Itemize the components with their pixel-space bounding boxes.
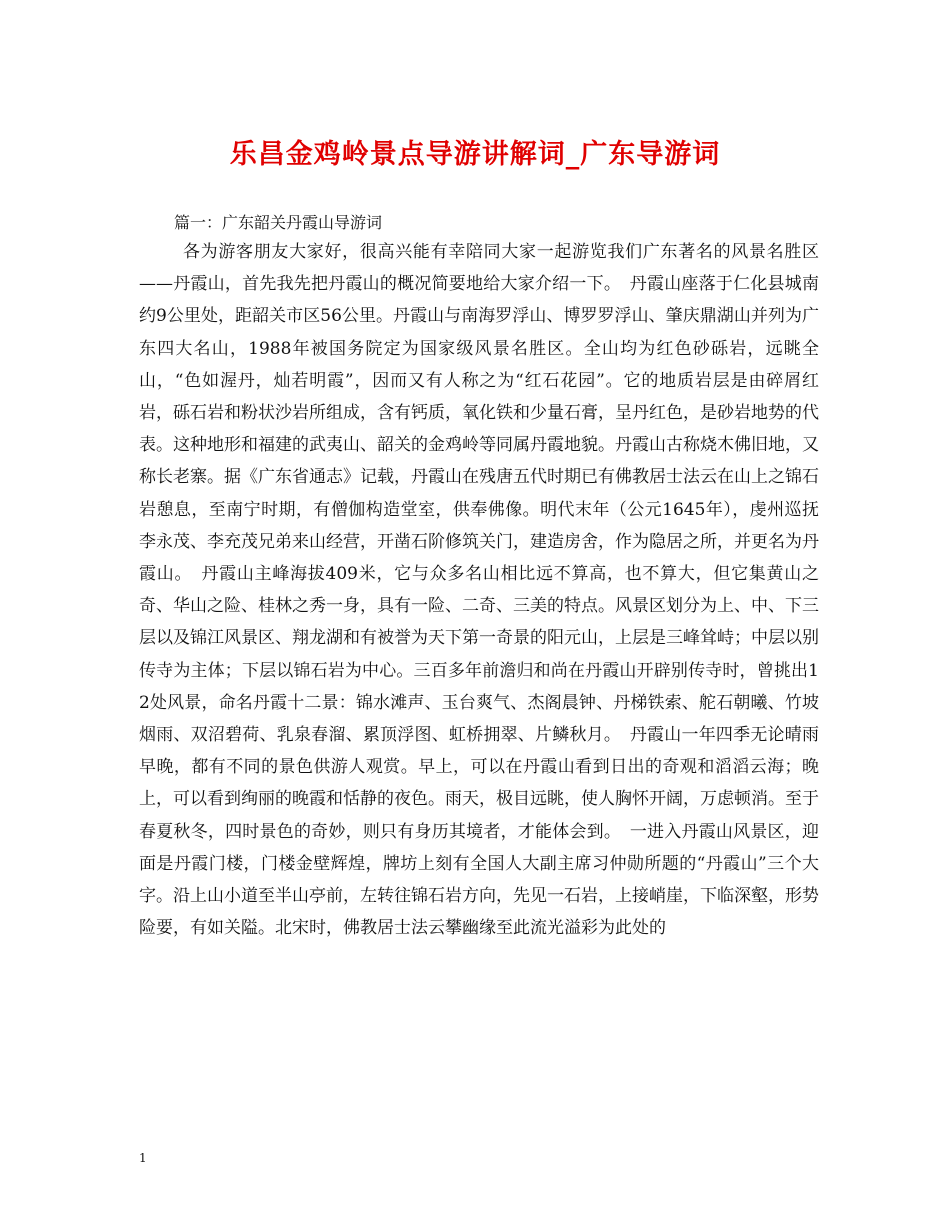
page-number: 1 (139, 1151, 147, 1165)
body-paragraph: 各为游客朋友大家好，很高兴能有幸陪同大家一起游览我们广东著名的风景名胜区——丹霞山，首先我先把丹霞山的概况简要地给大家介绍一下。 丹霞山座落于仁化县城南约9公里处，距韶关市区56公里。丹霞山与南海罗浮山、博罗罗浮山、肇庆鼎湖山并列为广东四大名山，1988年被国务院定为国家级风景名胜区。全山均为红色砂砾岩，远眺全山，“色如渥丹，灿若明霞”，因而又有人称之为“红石花园”。它的地质岩层是由碎屑红岩，砾石岩和粉状沙岩所组成，含有钙质，氧化铁和少量石膏，呈丹红色，是砂岩地势的代表。这种地形和福建的武夷山、韶关的金鸡岭等同属丹霞地貌。丹霞山古称烧木佛旧地，又称长老寨。据《广东省通志》记载，丹霞山在残唐五代时期已有佛教居士法云在山上之锦石岩憩息，至南宁时期，有僧伽构造堂室，供奉佛像。明代末年（公元1645年），虔州巡抚李永茂、李充茂兄弟来山经营，开凿石阶修筑关门，建造房舍，作为隐居之所，并更名为丹霞山。 丹霞山主峰海拔409米，它与众多名山相比远不算高，也不算大，但它集黄山之奇、华山之险、桂林之秀一身，具有一险、二奇、三美的特点。风景区划分为上、中、下三层以及锦江风景区、翔龙湖和有被誉为天下第一奇景的阳元山，上层是三峰耸峙；中层以别传寺为主体；下层以锦石岩为中心。三百多年前澹归和尚在丹霞山开辟别传寺时，曾挑出12处风景，命名丹霞十二景：锦水滩声、玉台爽气、杰阁晨钟、丹梯铁索、舵石朝曦、竹坡烟雨、双沼碧荷、乳泉春溜、累顶浮图、虹桥拥翠、片鳞秋月。 丹霞山一年四季无论晴雨早晚，都有不同的景色供游人观赏。早上，可以在丹霞山看到日出的奇观和滔滔云海；晚上，可以看到绚丽的晚霞和恬静的夜色。雨天，极目远眺，使人胸怀开阔，万虑顿消。至于春夏秋冬，四时景色的奇妙，则只有身历其境者，才能体会到。 一进入丹霞山风景区，迎面是丹霞门楼，门楼金壁辉煌，牌坊上刻有全国人大副主席习仲勋所题的“丹霞山”三个大字。沿上山小道至半山亭前，左转往锦石岩方向，先见一石岩，上接峭崖，下临深壑，形势险要，有如关隘。北宋时，佛教居士法云攀幽缘至此流光溢彩为此处的 (139, 242, 819, 939)
document-title: 乐昌金鸡岭景点导游讲解词_广东导游词 (229, 139, 721, 170)
section-heading: 篇一：广东韶关丹霞山导游词 (174, 213, 383, 232)
